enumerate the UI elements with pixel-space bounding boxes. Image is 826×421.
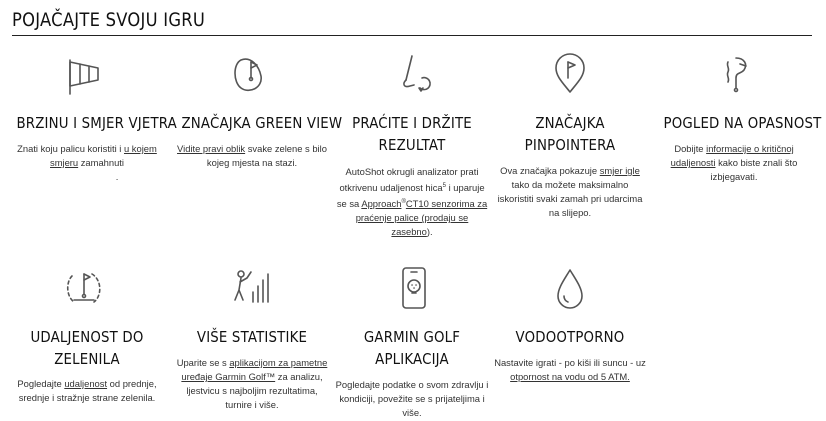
feature-distance-green bbox=[5, 326, 169, 405]
feature-title: ZNAČAJKA GREEN VIEW bbox=[181, 114, 343, 132]
feature-title: GARMIN GOLF bbox=[363, 328, 461, 346]
feature-stats bbox=[170, 326, 334, 412]
feature-wind bbox=[5, 112, 177, 184]
feature-title: BRZINU I SMJER VJETRA bbox=[16, 114, 177, 132]
feature-description: Vidite pravi oblik svake zelene s bilo kojeg mjesta na stazi. bbox=[177, 143, 327, 168]
pin-flag-icon bbox=[548, 52, 592, 96]
pin-direction-link[interactable]: smjer igle bbox=[599, 165, 640, 176]
water-drop-icon bbox=[548, 266, 592, 310]
feature-description: Uparite se s aplikacijom za pametne uređaje Garmin Golf™ za analizu, ljestvicu s najboljim rezultatima, turnire i više. bbox=[176, 357, 328, 410]
feature-description: Pogledajte podatke o svom zdravlju i kondiciji, povežite se s prijateljima i više. bbox=[335, 379, 489, 418]
stats-golfer-icon bbox=[227, 266, 271, 310]
feature-description: Nastavite igrati - po kiši ili suncu - uz otpornost na vodu od 5 ATM. bbox=[494, 357, 646, 382]
feature-pinpointer bbox=[488, 112, 652, 220]
feature-garmin-app bbox=[330, 326, 494, 420]
feature-description: Pogledajte udaljenost od prednje, srednje i stražnje strane zelenila. bbox=[17, 378, 157, 403]
feature-title: VIŠE STATISTIKE bbox=[196, 328, 308, 346]
feature-title: REZULTAT bbox=[378, 136, 446, 154]
water-resistance-link[interactable]: otpornost na vodu od 5 ATM. bbox=[510, 371, 630, 382]
page-title: POJAČAJTE SVOJU IGRU bbox=[12, 9, 206, 31]
feature-waterproof bbox=[488, 326, 652, 384]
feature-title: APLIKACIJA bbox=[375, 350, 449, 368]
green-shape-link[interactable]: Vidite pravi oblik bbox=[177, 143, 246, 154]
feature-green-view bbox=[170, 112, 343, 170]
distance-link[interactable]: udaljenost bbox=[64, 378, 108, 389]
approach-link[interactable]: Approach bbox=[361, 198, 402, 210]
feature-title: PRAĆITE I DRŽITE bbox=[352, 114, 472, 132]
ct10-sensor-link[interactable]: CT10 senzorima za praćenje palice (prodaju se zasebno bbox=[355, 198, 488, 238]
feature-description: Ova značajka pokazuje smjer igle tako da možete maksimalno iskoristiti svaki zamah pri udarcima na slijepo. bbox=[497, 165, 643, 218]
feature-title: ZELENILA bbox=[54, 350, 120, 368]
green-distance-icon bbox=[62, 266, 106, 310]
windsock-icon bbox=[62, 54, 106, 98]
green-flag-icon bbox=[227, 52, 271, 96]
hazard-icon bbox=[714, 52, 758, 96]
club-swing-icon bbox=[392, 52, 436, 96]
title-divider bbox=[12, 35, 812, 36]
feature-description: Dobijte informacije o kritičnoj udaljenosti kako biste znali što izbjegavati. bbox=[670, 143, 798, 182]
feature-description: Znati koju palicu koristiti i u kojem smjeru zamahnuti . bbox=[17, 143, 157, 182]
feature-title: VODOOTPORNO bbox=[515, 328, 625, 346]
garmin-golf-app-link[interactable]: aplikacijom za pametne uređaje Garmin Golf™ bbox=[181, 357, 328, 382]
wind-direction-link[interactable]: u kojem smjeru bbox=[50, 143, 157, 168]
phone-app-icon bbox=[392, 266, 436, 310]
critical-distance-link[interactable]: informacije o kritičnoj udaljenosti bbox=[670, 143, 794, 168]
feature-score bbox=[330, 112, 494, 239]
feature-hazard bbox=[652, 112, 822, 184]
feature-title: UDALJENOST DO bbox=[30, 328, 144, 346]
feature-title: POGLED NA OPASNOST bbox=[663, 114, 822, 132]
feature-title: PINPOINTERA bbox=[524, 136, 616, 154]
feature-description: AutoShot okrugli analizator prati otkrivenu udaljenost hica$^5$ i uparuje se sa Approach®CT10 senzorima za praćenje palice (prodaju se zasebno). bbox=[336, 166, 488, 238]
feature-title: ZNAČAJKA bbox=[535, 114, 605, 132]
